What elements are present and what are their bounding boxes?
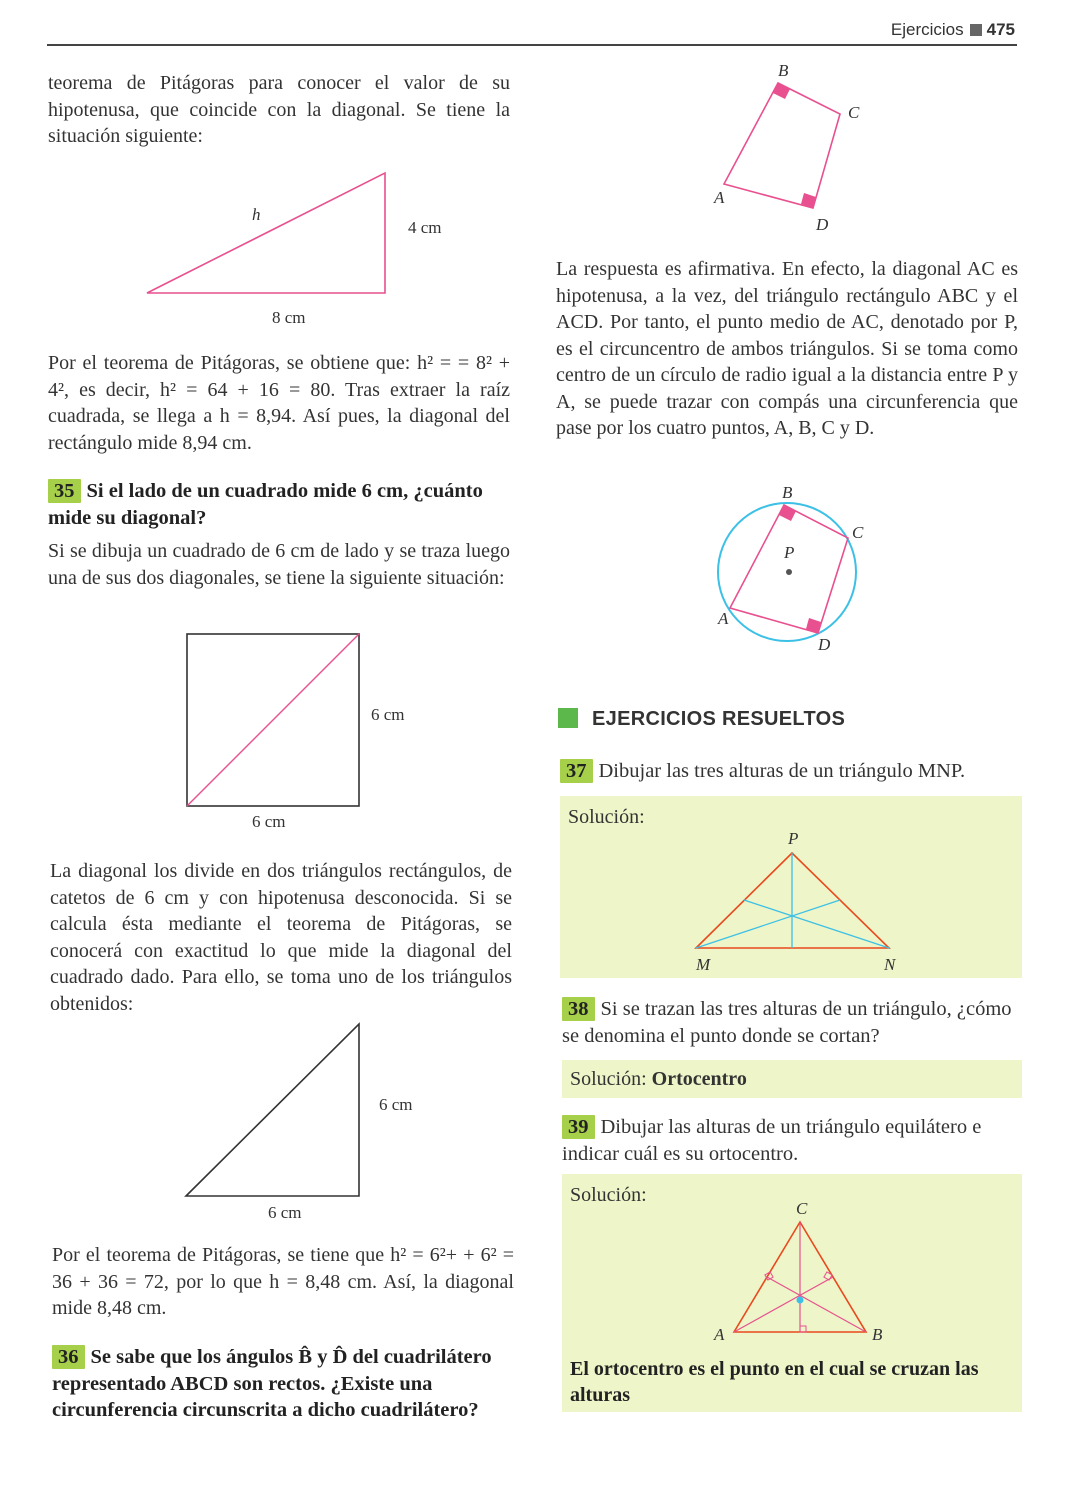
solution-38-answer: Ortocentro — [651, 1068, 747, 1090]
section-mark-icon — [558, 708, 578, 728]
diagonal-line — [187, 634, 359, 806]
vertex-a: A — [714, 188, 725, 207]
question-number-39: 39 — [562, 1115, 595, 1139]
solution-box-39 — [562, 1174, 1022, 1412]
figure-triangle-mnp-altitudes — [680, 826, 920, 976]
question-36 — [52, 1344, 514, 1424]
solution-label-38: Solución: — [570, 1068, 647, 1090]
page-number: 475 — [986, 20, 1015, 39]
paragraph-intro: teorema de Pitágoras para conocer el valor de su hipotenusa, que coincide con la diagonal. Se tiene la situación siguiente: — [48, 72, 510, 147]
question-35 — [48, 478, 510, 531]
vertex-a3: A — [714, 1325, 725, 1344]
right-angle-mark-b2 — [779, 505, 796, 521]
orthocenter-point — [797, 1297, 804, 1304]
question-37-text: Dibujar las tres alturas de un triángulo MNP. — [598, 760, 966, 782]
vertex-a2: A — [718, 609, 729, 628]
label-base-6cm: 6 cm — [252, 812, 286, 831]
vertex-m: M — [696, 955, 711, 974]
question-39 — [562, 1114, 1022, 1167]
vertex-d2: D — [818, 635, 831, 654]
vertex-c: C — [848, 103, 860, 122]
question-36-text: Se sabe que los ángulos B̂ y D̂ del cuadrilátero representado ABCD son rectos. ¿Existe una circunferencia circunscrita a dicho cuadrilátero? — [52, 1346, 492, 1421]
label-p: P — [784, 543, 795, 562]
vertex-c2: C — [852, 523, 864, 542]
solution-label-37: Solución: — [568, 806, 645, 828]
triangle-shape — [147, 173, 385, 293]
question-37 — [560, 758, 1022, 785]
question-number-35: 35 — [48, 479, 81, 503]
vertex-b: B — [778, 61, 789, 80]
section-title-text: EJERCICIOS RESUELTOS — [592, 708, 846, 730]
paragraph-diagonal-divides: La diagonal los divide en dos triángulos rectángulos, de catetos de 6 cm y con hipotenusa desconocida. Si se calcula ésta mediante el teorema de Pitágoras, se conocerá con exactitud lo que mide la diagonal del cuadrado dado. Para ello, se toma uno de los triángulos obtenidos: — [50, 860, 512, 1015]
question-number-38: 38 — [562, 997, 595, 1021]
header-square-icon — [970, 24, 982, 36]
label-side-6cm-b: 6 cm — [379, 1095, 413, 1114]
solution-box-37 — [560, 796, 1022, 978]
figure-right-triangle-8x4 — [140, 165, 460, 335]
header-title: Ejercicios — [890, 20, 964, 39]
right-angle-mark-b — [773, 83, 790, 99]
solution-39-conclusion: El ortocentro es el punto en el cual se cruzan las alturas — [570, 1358, 979, 1406]
solution-box-38 — [562, 1060, 1022, 1098]
solution-label-39: Solución: — [570, 1184, 647, 1206]
vertex-p: P — [788, 829, 799, 848]
running-header — [891, 20, 1015, 40]
altitude-from-a — [734, 1277, 833, 1332]
question-35-text: Si el lado de un cuadrado mide 6 cm, ¿cuánto mide su diagonal? — [48, 480, 483, 529]
figure-equilateral-altitudes — [702, 1200, 902, 1350]
figure-circumscribed-circle — [700, 478, 880, 658]
paragraph-answer-36: La respuesta es afirmativa. En efecto, la diagonal AC es hipotenusa, a la vez, del triángulo rectángulo ABC y el ACD. Por tanto, el punto medio de AC, denotado por P, es el circuncentro de ambos triángulos. Si se toma como centro de un círculo de radio igual a la distancia entre P y A, se puede trazar con compás una circunferencia que pase por los cuatro puntos, A, B, C y D. — [556, 258, 1018, 439]
vertex-n: N — [884, 955, 896, 974]
vertex-b3: B — [872, 1325, 883, 1344]
center-point-p — [786, 569, 792, 575]
right-angle-mark-base — [800, 1326, 806, 1332]
paragraph-pythagoras-1: Por el teorema de Pitágoras, se obtiene que: h² = = 8² + 4², es decir, h² = 64 + 16 = 80. Tras extraer la raíz cuadrada, se llega a h = 8,94. Así pues, la diagonal del rectángulo mide 8,94 cm. — [48, 352, 510, 454]
figure-quadrilateral-abcd — [700, 58, 880, 238]
label-4cm: 4 cm — [408, 218, 442, 237]
label-8cm: 8 cm — [272, 308, 306, 327]
question-38-text: Si se trazan las tres alturas de un triángulo, ¿cómo se denomina el punto donde se cortan? — [562, 998, 1012, 1047]
vertex-d: D — [816, 215, 829, 234]
altitude-from-b — [767, 1277, 866, 1332]
label-h: h — [252, 205, 261, 224]
triangle-6x6-shape — [186, 1024, 359, 1196]
question-39-text: Dibujar las alturas de un triángulo equilátero e indicar cuál es su ortocentro. — [562, 1116, 982, 1165]
section-title — [558, 708, 845, 731]
vertex-b2: B — [782, 483, 793, 502]
question-number-37: 37 — [560, 759, 593, 783]
question-number-36: 36 — [52, 1345, 85, 1369]
quadrilateral-shape — [724, 83, 840, 208]
paragraph-square-setup: Si se dibuja un cuadrado de 6 cm de lado y se traza luego una de sus dos diagonales, se tiene la siguiente situación: — [48, 540, 510, 589]
vertex-c3: C — [796, 1200, 808, 1218]
paragraph-pythagoras-2: Por el teorema de Pitágoras, se tiene que h² = 6²+ + 6² = 36 + 36 = 72, por lo que h = 8,48 cm. Así, la diagonal mide 8,48 cm. — [52, 1244, 514, 1319]
label-side-6cm: 6 cm — [371, 705, 405, 724]
figure-right-triangle-6x6 — [180, 1018, 440, 1228]
solution-38 — [570, 1068, 747, 1091]
header-rule — [47, 44, 1017, 46]
figure-square-with-diagonal — [180, 628, 440, 838]
question-38 — [562, 996, 1022, 1049]
label-base-6cm-b: 6 cm — [268, 1203, 302, 1222]
